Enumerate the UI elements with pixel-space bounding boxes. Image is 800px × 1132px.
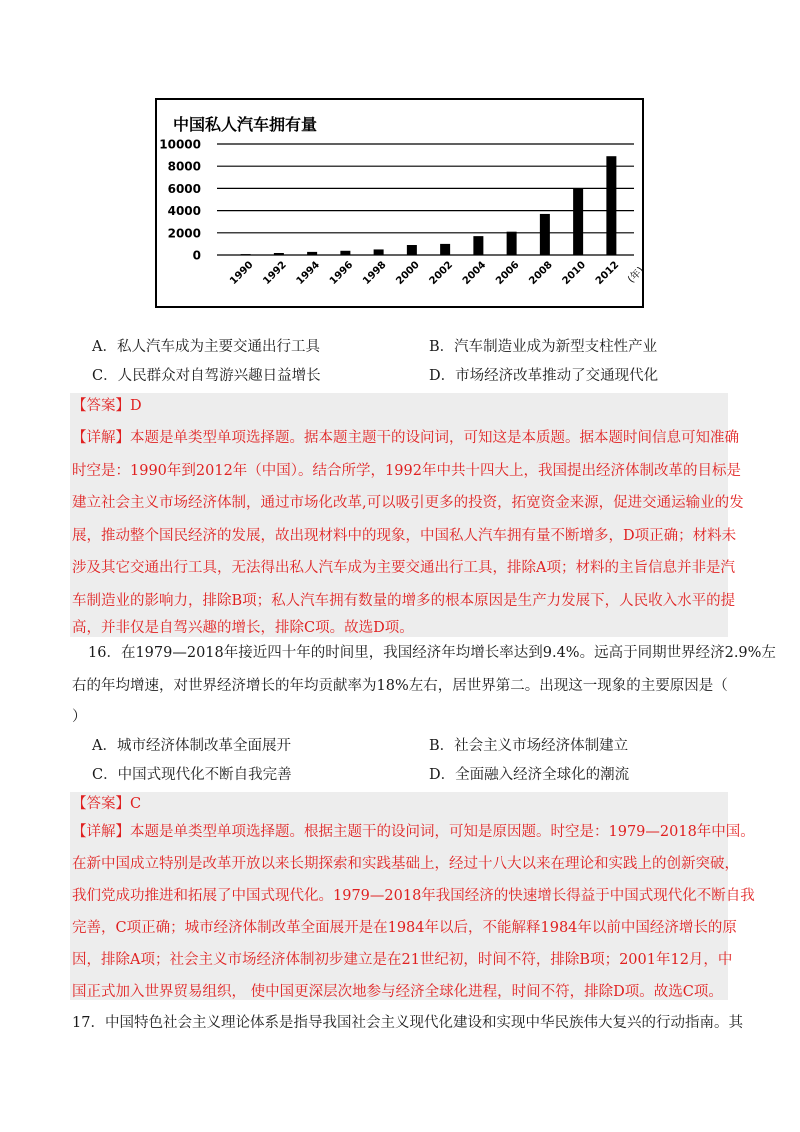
x-tick-label: 2000 xyxy=(394,259,422,287)
q15-option-a[interactable]: A．私人汽车成为主要交通出行工具 xyxy=(92,339,320,355)
q16-explain-line: 我们党成功推进和拓展了中国式现代化。1979—2018年我国经济的快速增长得益于中国式现代化不断自我 xyxy=(72,888,755,904)
q17-stem: 17．中国特色社会主义理论体系是指导我国社会主义现代化建设和实现中华民族伟大复兴的行动指南。其 xyxy=(72,1015,743,1031)
x-tick-label: 2012 xyxy=(593,259,622,287)
y-tick-label: 6000 xyxy=(167,181,201,196)
bar-1994 xyxy=(307,252,317,255)
q16-stem-line: 16．在1979—2018年接近四十年的时间里，我国经济年均增长率达到9.4%。远高于同期世界经济2.9%左 xyxy=(88,645,776,661)
q16-option-b[interactable]: B．社会主义市场经济体制建立 xyxy=(429,738,629,754)
q16-answer: 【答案】C xyxy=(72,796,142,812)
q16-explain-line: 因，排除A项；社会主义市场经济体制初步建立是在21世纪初，时间不符，排除B项；2001年12月，中 xyxy=(72,952,733,968)
q15-explain-line: 车制造业的影响力，排除B项；私人汽车拥有数量的增多的根本原因是生产力发展下，人民收入水平的提 xyxy=(72,592,736,609)
q16-stem-line: 右的年均增速，对世界经济增长的年均贡献率为18%左右，居世界第二。出现这一现象的主要原因是（ xyxy=(72,678,728,694)
q15-explain-line: 涉及其它交通出行工具，无法得出私人汽车成为主要交通出行工具，排除A项；材料的主旨信息并非是汽 xyxy=(72,560,735,576)
q16-explain-line: 在新中国成立特别是改革开放以来长期探索和实践基础上，经过十八大以来在理论和实践上的创新突破， xyxy=(72,856,739,872)
bar-1998 xyxy=(374,249,384,255)
q16-explain-line: 完善，C项正确；城市经济体制改革全面展开是在1984年以后，不能解释1984年以前中国经济增长的原 xyxy=(72,920,737,936)
bar-1990 xyxy=(241,254,251,255)
y-tick-label: 10000 xyxy=(159,137,201,152)
y-tick-label: 2000 xyxy=(167,226,201,241)
car-ownership-chart xyxy=(155,98,647,308)
x-tick-label: 2006 xyxy=(494,259,522,287)
q16-option-a[interactable]: A．城市经济体制改革全面展开 xyxy=(92,738,291,754)
q15-option-b[interactable]: B．汽车制造业成为新型支柱性产业 xyxy=(429,339,658,355)
q15-option-c[interactable]: C．人民群众对自驾游兴趣日益增长 xyxy=(92,368,321,384)
x-unit-label: (年) xyxy=(626,265,647,286)
q15-explain-line: 高，并非仅是自驾兴趣的增长，排除C项。故选D项。 xyxy=(72,620,414,636)
x-tick-label: 2004 xyxy=(460,259,489,287)
q16-option-c[interactable]: C．中国式现代化不断自我完善 xyxy=(92,767,292,783)
bar-2012 xyxy=(606,156,616,255)
x-tick-label: 1990 xyxy=(228,259,256,287)
bar-2002 xyxy=(440,244,450,255)
chart-canvas xyxy=(157,100,647,306)
bar-2010 xyxy=(573,188,583,255)
x-tick-label: 1994 xyxy=(294,259,323,287)
q15-answer: 【答案】D xyxy=(72,398,142,414)
bar-2004 xyxy=(473,236,483,255)
q15-explain-line: 【详解】本题是单类型单项选择题。据本题主题干的设问词，可知这是本质题。据本题时间信息可知准确 xyxy=(72,430,739,446)
bar-2008 xyxy=(540,214,550,255)
q15-option-d[interactable]: D．市场经济改革推动了交通现代化 xyxy=(429,368,659,384)
bar-1996 xyxy=(340,251,350,255)
x-tick-label: 2002 xyxy=(427,259,456,287)
q16-explain-line: 国正式加入世界贸易组织， 使中国更深层次地参与经济全球化进程，时间不符，排除D项。故选C项。 xyxy=(72,984,723,1000)
bar-1992 xyxy=(274,253,284,255)
x-tick-label: 1998 xyxy=(361,259,389,287)
bar-2006 xyxy=(507,232,517,255)
x-tick-label: 1992 xyxy=(261,259,289,287)
bar-2000 xyxy=(407,245,417,255)
y-tick-label: 0 xyxy=(192,248,201,263)
y-tick-label: 8000 xyxy=(167,159,201,174)
y-tick-label: 4000 xyxy=(167,204,201,219)
x-tick-label: 2008 xyxy=(527,259,555,287)
q16-explain-line: 【详解】本题是单类型单项选择题。根据主题干的设问词，可知是原因题。时空是：1979—2018年中国。 xyxy=(72,824,755,840)
x-tick-label: 1996 xyxy=(327,259,356,287)
q16-option-d[interactable]: D．全面融入经济全球化的潮流 xyxy=(429,767,630,783)
q15-explain-line: 时空是：1990年到2012年（中国）。结合所学，1992年中共十四大上，我国提出经济体制改革的目标是 xyxy=(72,462,741,479)
q15-explain-line: 建立社会主义市场经济体制，通过市场化改革,可以吸引更多的投资，拓宽资金来源，促进交通运输业的发 xyxy=(72,495,744,511)
q15-explain-line: 展，推动整个国民经济的发展，故出现材料中的现象，中国私人汽车拥有量不断增多，D项正确；材料未 xyxy=(72,527,737,544)
q16-stem-line: ） xyxy=(72,709,87,725)
chart-title: 中国私人汽车拥有量 xyxy=(173,115,318,134)
x-tick-label: 2010 xyxy=(560,259,589,287)
